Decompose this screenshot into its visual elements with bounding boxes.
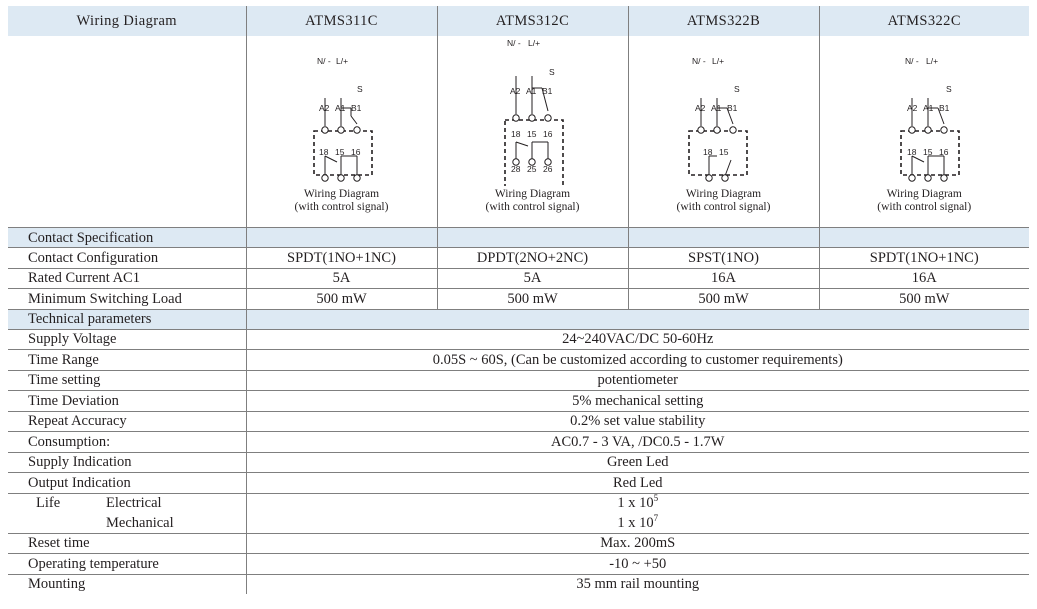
cell-value: Max. 200mS [246, 533, 1029, 554]
row-rated-current [8, 268, 1029, 289]
label-16-311c: 16 [351, 147, 361, 157]
diagram-cell-atms312c [437, 36, 628, 228]
label-a2-311c: A2 [319, 103, 330, 113]
row-minimum-switching-load [8, 289, 1029, 310]
label-26-312c: 26 [543, 164, 553, 174]
cell-value: -10 ~ +50 [246, 554, 1029, 575]
model-atms312c: ATMS312C [437, 6, 628, 36]
row-label: Time Deviation [8, 391, 246, 412]
row-contact-configuration [8, 248, 1029, 269]
row-label: Contact Configuration [8, 248, 246, 269]
label-15-311c: 15 [335, 147, 345, 157]
cell-value: 16A [819, 268, 1029, 289]
row-time-setting [8, 370, 1029, 391]
row-label: Consumption: [8, 432, 246, 453]
label-l-322c: L/+ [926, 56, 939, 66]
label-b1-322b: B1 [727, 103, 738, 113]
row-label: Output Indication [8, 473, 246, 494]
row-life-electrical [8, 493, 1029, 513]
label-15-322c: 15 [923, 147, 933, 157]
cell-value: SPST(1NO) [628, 248, 819, 269]
cell-value: 500 mW [819, 289, 1029, 310]
label-b1-322c: B1 [939, 103, 950, 113]
life-label-cell [8, 493, 246, 513]
cell-value: SPDT(1NO+1NC) [246, 248, 437, 269]
row-supply-indication [8, 452, 1029, 473]
cell-value: 35 mm rail mounting [246, 574, 1029, 594]
row-label: Reset time [8, 533, 246, 554]
label-18-322c: 18 [907, 147, 917, 157]
cell-value: 5% mechanical setting [246, 391, 1029, 412]
row-label: Time setting [8, 370, 246, 391]
row-mounting [8, 574, 1029, 594]
cell-value: AC0.7 - 3 VA, /DC0.5 - 1.7W [246, 432, 1029, 453]
label-25-312c: 25 [527, 164, 537, 174]
spec-table [8, 6, 1029, 594]
wiring-diagram-atms312c [438, 36, 629, 186]
diagram-cell-atms322b [628, 36, 819, 228]
section-contact-specification [8, 228, 1029, 248]
life-label: Life [36, 495, 61, 512]
label-18-311c: 18 [319, 147, 329, 157]
row-label: Mounting [28, 576, 86, 593]
section-title-technical: Technical parameters [8, 309, 246, 329]
label-15-322b: 15 [719, 147, 729, 157]
label-s-322b: S [734, 84, 740, 94]
header-wiring-diagram-label: Wiring Diagram [76, 13, 177, 29]
label-n-311c: N/ - [317, 56, 331, 66]
label-s-322c: S [946, 84, 952, 94]
cell-value: 0.2% set value stability [246, 411, 1029, 432]
section-title-contact: Contact Specification [8, 228, 246, 248]
label-16-312c: 16 [543, 129, 553, 139]
life-mechanical-label: Mechanical [106, 514, 174, 531]
row-time-deviation [8, 391, 1029, 412]
header-row [8, 6, 1029, 36]
row-label: Supply Voltage [8, 329, 246, 350]
cell-value: 24~240VAC/DC 50-60Hz [246, 329, 1029, 350]
life-mechanical-label-cell [8, 513, 246, 533]
label-a1-322c: A1 [923, 103, 934, 113]
row-label: Rated Current AC1 [8, 268, 246, 289]
label-a1-322b: A1 [711, 103, 722, 113]
row-label: Supply Indication [8, 452, 246, 473]
row-reset-time [8, 533, 1029, 554]
row-repeat-accuracy [8, 411, 1029, 432]
label-a2-312c: A2 [510, 86, 521, 96]
cell-value: Green Led [246, 452, 1029, 473]
diagram-caption-atms311c: Wiring Diagram (with control signal) [294, 188, 389, 213]
row-consumption [8, 432, 1029, 453]
diagram-row-label-cell [8, 36, 246, 228]
life-mechanical-value: 1 x $10^7$ [246, 513, 1029, 533]
label-b1-312c: B1 [542, 86, 553, 96]
cell-value: 500 mW [246, 289, 437, 310]
row-label: Minimum Switching Load [8, 289, 246, 310]
diagram-cell-atms311c [246, 36, 437, 228]
row-life-mechanical [8, 513, 1029, 533]
diagram-caption-atms312c: Wiring Diagram (with control signal) [485, 188, 580, 213]
model-atms311c: ATMS311C [246, 6, 437, 36]
label-a2-322c: A2 [907, 103, 918, 113]
label-18-312c: 18 [511, 129, 521, 139]
label-b1-311c: B1 [351, 103, 362, 113]
row-label: Operating temperature [8, 554, 246, 575]
label-a2-322b: A2 [695, 103, 706, 113]
diagram-row [8, 36, 1029, 228]
row-supply-voltage [8, 329, 1029, 350]
life-electrical-value: 1 x $10^5$ [246, 493, 1029, 513]
label-n-322b: N/ - [692, 56, 706, 66]
label-a1-311c: A1 [335, 103, 346, 113]
row-label: Time Range [8, 350, 246, 371]
row-output-indication [8, 473, 1029, 494]
wiring-diagram-atms311c [247, 36, 438, 186]
section-technical-parameters [8, 309, 1029, 329]
wiring-diagram-atms322b [629, 36, 820, 186]
label-l-311c: L/+ [336, 56, 349, 66]
wiring-diagram-atms322c [820, 36, 1030, 186]
cell-value: Red Led [246, 473, 1029, 494]
row-time-range [8, 350, 1029, 371]
label-l-322b: L/+ [712, 56, 725, 66]
cell-value: DPDT(2NO+2NC) [437, 248, 628, 269]
cell-value: 500 mW [628, 289, 819, 310]
life-electrical-label: Electrical [106, 495, 162, 512]
cell-value: 5A [246, 268, 437, 289]
cell-value: 16A [628, 268, 819, 289]
cell-value: SPDT(1NO+1NC) [819, 248, 1029, 269]
label-s-311c: S [357, 84, 363, 94]
diagram-cell-atms322c [819, 36, 1029, 228]
cell-value: 5A [437, 268, 628, 289]
model-atms322c: ATMS322C [819, 6, 1029, 36]
diagram-caption-atms322c: Wiring Diagram (with control signal) [877, 188, 972, 213]
label-16-322c: 16 [939, 147, 949, 157]
label-a1-312c: A1 [526, 86, 537, 96]
diagram-caption-atms322b: Wiring Diagram (with control signal) [676, 188, 771, 213]
label-n-322c: N/ - [905, 56, 919, 66]
label-18-322b: 18 [703, 147, 713, 157]
label-s-312c: S [549, 67, 555, 77]
cell-value: 0.05S ~ 60S, (Can be customized according to customer requirements) [246, 350, 1029, 371]
label-l-312c: L/+ [528, 38, 541, 48]
row-label: Repeat Accuracy [8, 411, 246, 432]
row-operating-temperature [8, 554, 1029, 575]
label-n-312c: N/ - [507, 38, 521, 48]
cell-value: potentiometer [246, 370, 1029, 391]
label-15-312c: 15 [527, 129, 537, 139]
model-atms322b: ATMS322B [628, 6, 819, 36]
label-28-312c: 28 [511, 164, 521, 174]
cell-value: 500 mW [437, 289, 628, 310]
